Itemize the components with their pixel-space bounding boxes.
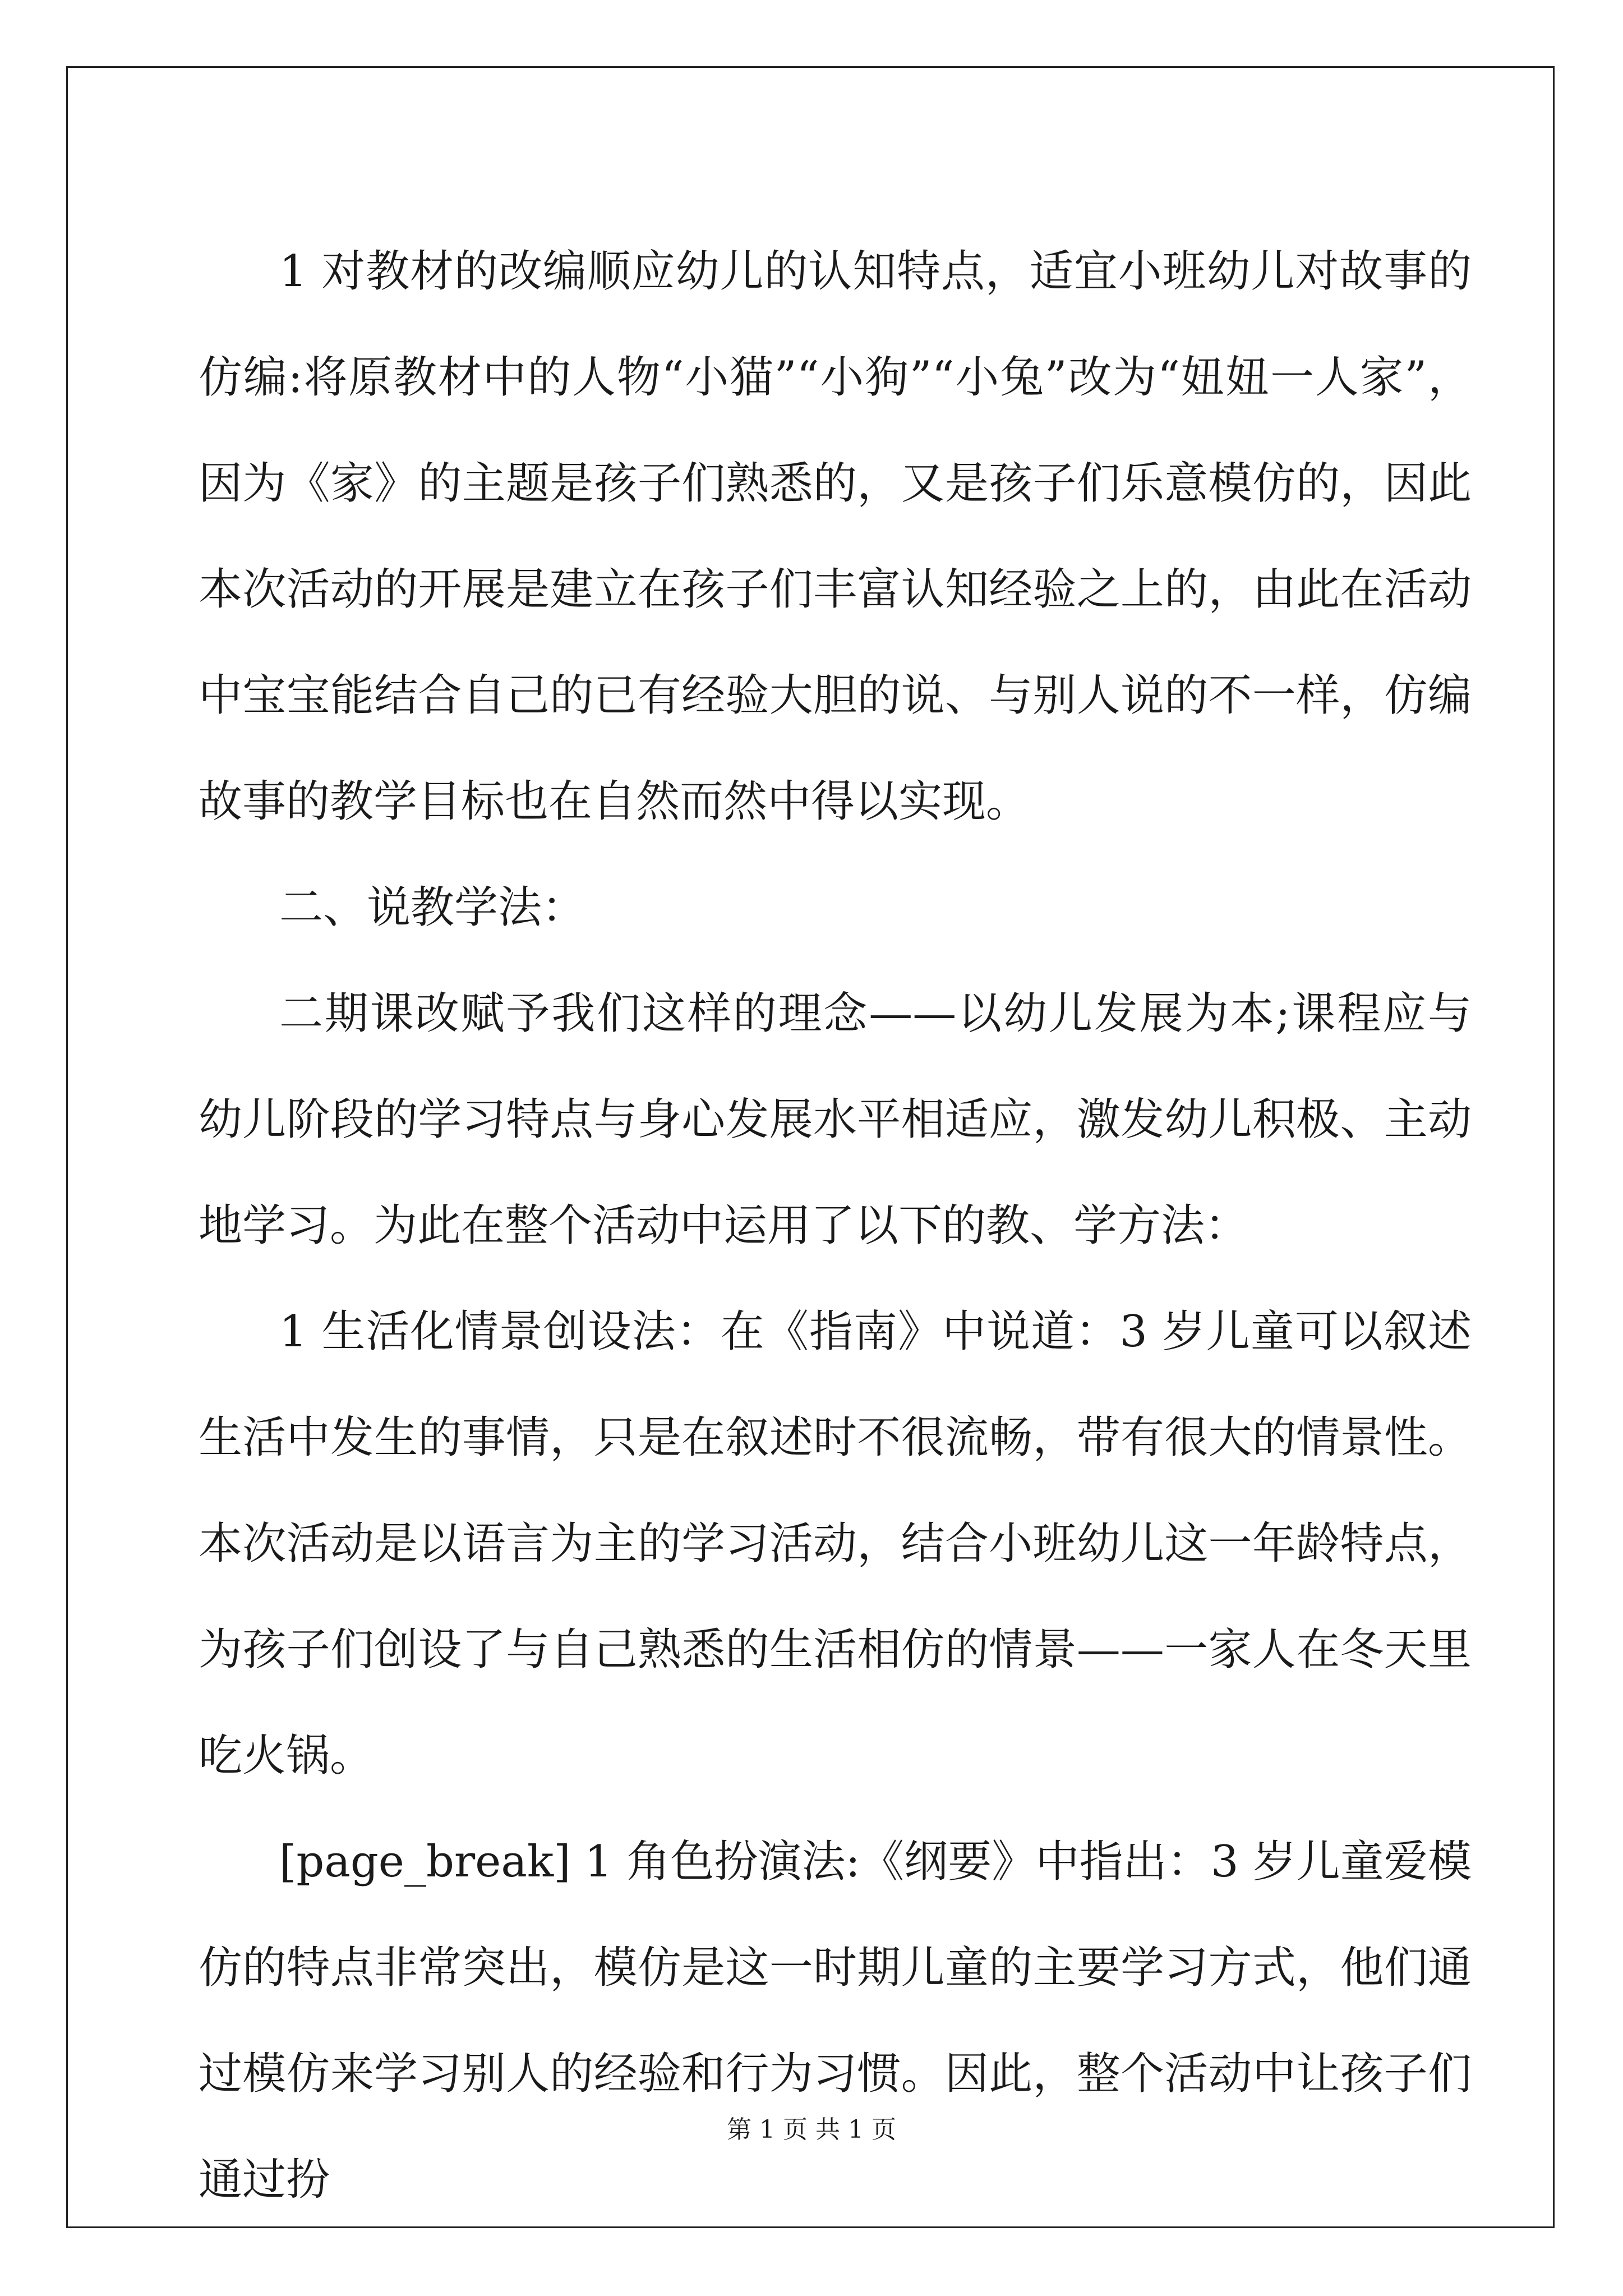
paragraph-situational-method: 1 生活化情景创设法：在《指南》中说道：3 岁儿童可以叙述生活中发生的事情，只是在叙述时不很流畅，带有很大的情景性。本次活动是以语言为主的学习活动，结合小班幼儿这一年龄特点，为孩子们创设了与自己熟悉的生活相仿的情景——一家人在冬天里吃火锅。 <box>199 1306 1472 1781</box>
paragraph-role-play-method: [page_break] 1 角色扮演法:《纲要》中指出：3 岁儿童爱模仿的特点非常突出，模仿是这一时期儿童的主要学习方式，他们通过模仿来学习别人的经验和行为习惯。因此，整个活动中让孩子们通过扮 <box>199 1837 1472 2205</box>
paragraph-curriculum-reform: 二期课改赋予我们这样的理念——以幼儿发展为本;课程应与幼儿阶段的学习特点与身心发展水平相适应，激发幼儿积极、主动地学习。为此在整个活动中运用了以下的教、学方法： <box>199 988 1472 1251</box>
page-number-footer: 第 1 页 共 1 页 <box>727 2115 896 2144</box>
document-body <box>199 219 1472 2233</box>
section-heading-teaching-method: 二、说教学法： <box>279 882 586 933</box>
paragraph-adaptation: 1 对教材的改编顺应幼儿的认知特点，适宜小班幼儿对故事的仿编:将原教材中的人物“小猫”“小狗”“小兔”改为“妞妞一人家”，因为《家》的主题是孩子们熟悉的，又是孩子们乐意模仿的，因此本次活动的开展是建立在孩子们丰富认知经验之上的，由此在活动中宝宝能结合自己的已有经验大胆的说、与别人说的不一样，仿编故事的教学目标也在自然而然中得以实现。 <box>199 246 1472 827</box>
